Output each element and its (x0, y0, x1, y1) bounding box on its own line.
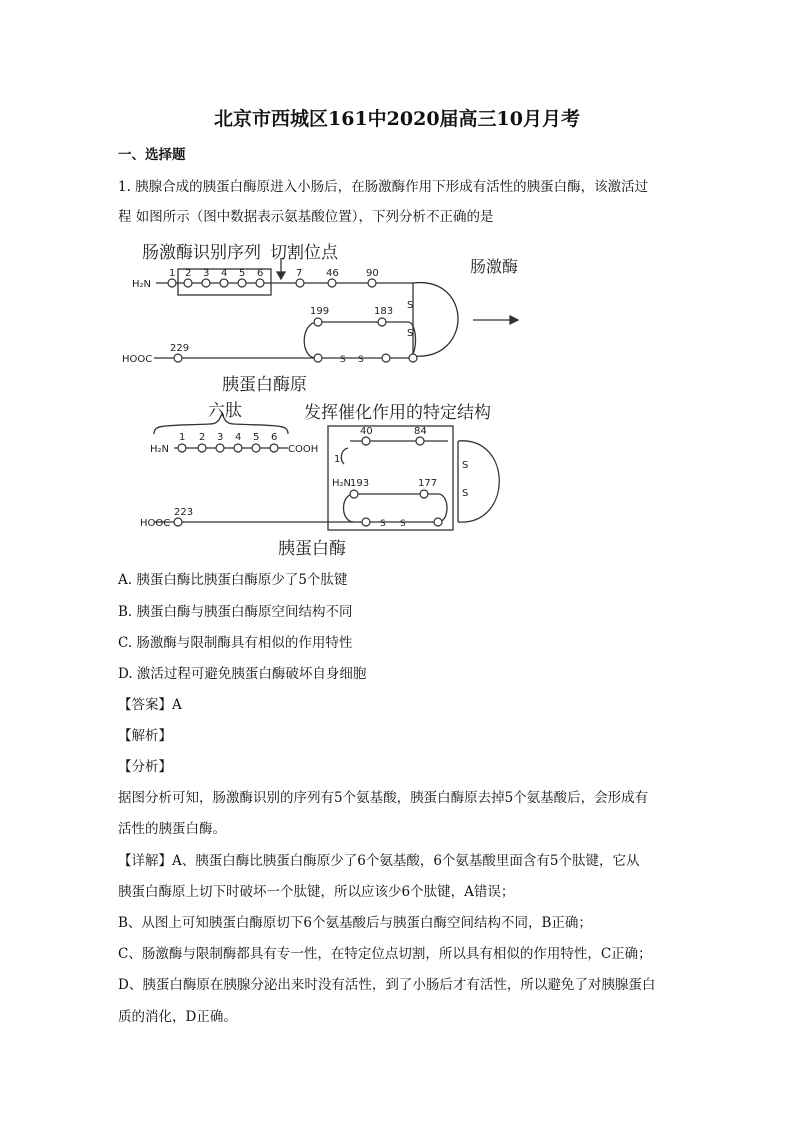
enzyme-inner-s-2: S (400, 519, 406, 529)
option-a: A. 胰蛋白酶比胰蛋白酶原少了5个肽键 (118, 572, 348, 588)
top-residue-number-7: 46 (326, 268, 339, 279)
detail-line-5: D、胰蛋白酶原在胰腺分泌出来时没有活性，到了小肠后才有活性，所以避免了对胰腺蛋白 (118, 977, 656, 993)
top-residue-number-8: 90 (366, 268, 379, 279)
disulfide-s-2: S (407, 328, 414, 339)
top-residue-number-2: 3 (203, 268, 210, 279)
detail-line-2: 胰蛋白酶原上切下时破坏一个肽键，所以应该少6个肽键，A错误； (118, 884, 515, 900)
option-b: B. 胰蛋白酶与胰蛋白酶原空间结构不同 (118, 604, 353, 620)
precursor-caption: 胰蛋白酶原 (222, 375, 307, 395)
question-stem-line-1: 1. 胰腺合成的胰蛋白酶原进入小肠后，在肠激酶作用下形成有活性的胰蛋白酶，该激活过 (118, 179, 649, 195)
cut-site-label: 切割位点 (270, 243, 338, 263)
enzyme-residue-number-0: 40 (360, 426, 373, 437)
enzyme-caption: 胰蛋白酶 (278, 539, 346, 559)
inner-s-1: S (340, 355, 346, 365)
fenxi-line-1: 据图分析可知，肠激酶识别的序列有5个氨基酸，胰蛋白酶原去掉5个氨基酸后，会形成有 (118, 790, 649, 806)
c-terminus-enzyme: HOOC (140, 518, 171, 529)
n-terminus-enzyme: H₂N (332, 478, 352, 489)
top-residue-number-3: 4 (221, 268, 228, 279)
top-residue-number-1: 2 (185, 268, 192, 279)
detail-line-6: 质的消化，D正确。 (118, 1009, 237, 1025)
hex-residue-number-3: 4 (235, 432, 242, 443)
c-terminus-top: HOOC (122, 354, 153, 365)
enzyme-residue-number-3: 193 (350, 478, 370, 489)
catalytic-structure-label: 发挥催化作用的特定结构 (304, 403, 491, 423)
enzyme-residue-number-1: 84 (414, 426, 427, 437)
option-c: C. 肠激酶与限制酶具有相似的作用特性 (118, 635, 353, 651)
enzyme-arrow-label-text: 肠激酶 (470, 257, 519, 276)
section-heading: 一、选择题 (118, 147, 186, 163)
detail-line-3: B、从图上可知胰蛋白酶原切下6个氨基酸后与胰蛋白酶空间结构不同，B正确； (118, 915, 592, 931)
cooh-hex: COOH (288, 444, 319, 455)
hex-residue-number-0: 1 (179, 432, 186, 443)
n-terminus-hex: H₂N (150, 444, 170, 455)
enzyme-s-1: S (462, 460, 469, 471)
question-stem-line-2: 程 如图所示（图中数据表示氨基酸位置），下列分析不正确的是 (118, 209, 494, 225)
top-residue-number-4: 5 (239, 268, 246, 279)
fenxi-line-2: 活性的胰蛋白酶。 (118, 821, 226, 837)
enzyme-residue-number-2: 1 (334, 454, 341, 465)
page-title: 北京市西城区161中2020届高三10月月考 (214, 108, 580, 130)
top-residue-number-11: 229 (170, 343, 190, 354)
hex-residue-number-1: 2 (199, 432, 206, 443)
top-residue-number-5: 6 (257, 268, 264, 279)
option-d: D. 激活过程可避免胰蛋白酶破坏自身细胞 (118, 666, 367, 682)
top-residue-number-10: 183 (374, 306, 394, 317)
analysis-heading: 【解析】 (118, 728, 172, 744)
detail-line-1: 【详解】A、胰蛋白酶比胰蛋白酶原少了6个氨基酸，6个氨基酸里面含有5个肽键，它从 (118, 853, 640, 869)
n-terminus-top: H₂N (132, 279, 152, 290)
enzyme-arrow-label (470, 257, 518, 276)
hex-residue-number-2: 3 (217, 432, 224, 443)
top-residue-number-6: 7 (296, 268, 303, 279)
recognition-sequence-label: 肠激酶识别序列 (142, 243, 261, 263)
inner-s-2: S (358, 355, 364, 365)
fenxi-heading: 【分析】 (118, 759, 172, 775)
hex-residue-number-5: 6 (271, 432, 278, 443)
top-residue-number-9: 199 (310, 306, 330, 317)
hex-residue-number-4: 5 (253, 432, 260, 443)
disulfide-s-1: S (407, 300, 414, 311)
enzyme-inner-s-1: S (380, 519, 386, 529)
top-residue-number-0: 1 (169, 268, 176, 279)
hexapeptide-label: 六肽 (208, 401, 242, 421)
answer-line: 【答案】A (118, 697, 182, 713)
enzyme-residue-number-5: 223 (174, 507, 194, 518)
detail-line-4: C、肠激酶与限制酶都具有专一性，在特定位点切割，所以具有相似的作用特性，C正确； (118, 946, 652, 962)
trypsin-activation-diagram (118, 236, 548, 566)
enzyme-residue-number-4: 177 (418, 478, 438, 489)
enzyme-s-2: S (462, 488, 469, 499)
